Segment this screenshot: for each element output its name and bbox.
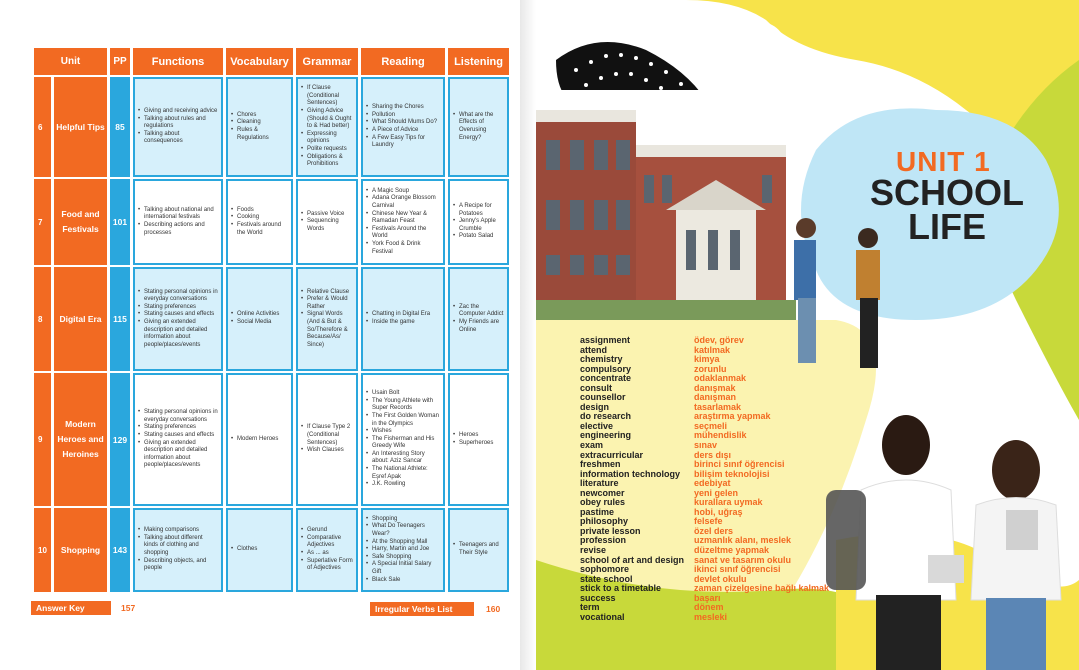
english-word: newcomer (580, 487, 625, 498)
turkish-translation: zorunlu (694, 363, 727, 374)
reading-list (366, 390, 440, 489)
turkish-translation: mühendislik (694, 430, 747, 441)
grammar-item: • If Clause Type 2 (Conditional Sentences) (301, 424, 353, 447)
vocabulary-item (580, 431, 880, 441)
turkish-translation: seçmeli (694, 420, 728, 431)
english-word: state school (580, 573, 633, 584)
reading-item: • Inside the game (366, 319, 440, 327)
reading-cell (361, 508, 445, 592)
unit-number: UNIT 1 (896, 146, 991, 177)
vocabulary-cell (226, 77, 293, 177)
english-word: information technology (580, 468, 680, 479)
turkish-translation: dönem (694, 602, 724, 613)
vocabulary-list (231, 436, 288, 444)
reading-item: • Black Sale (366, 577, 440, 585)
grammar-list (301, 211, 353, 234)
turkish-translation: ders dışı (694, 449, 732, 460)
vocabulary-list (231, 207, 288, 237)
english-word: design (580, 401, 610, 412)
unit-number: 8 (34, 267, 51, 371)
grammar-list (301, 527, 353, 573)
grammar-item: • Obligations & Prohibitions (301, 154, 353, 169)
functions-list (138, 409, 218, 470)
grammar-item: • As ... as (301, 550, 353, 558)
vocabulary-item: • Clothes (231, 546, 288, 554)
table-row (34, 179, 509, 265)
header-reading: Reading (361, 48, 445, 75)
vocabulary-list (231, 311, 288, 326)
grammar-item: • Signal Words (And & But & So/Therefore & Because/As/ Since) (301, 311, 353, 349)
reading-item: • Usain Bolt (366, 390, 440, 398)
english-word: vocational (580, 611, 625, 622)
header-listening: Listening (448, 48, 509, 75)
listening-item: • A Recipe for Potatoes (453, 203, 504, 218)
vocabulary-item: • Chores (231, 112, 288, 120)
english-word: extracurricular (580, 449, 644, 460)
unit-number: 7 (34, 179, 51, 265)
functions-item: • Talking about different kinds of clothing and shopping (138, 535, 218, 558)
grammar-item: • Superlative Form of Adjectives (301, 558, 353, 573)
contents-page (0, 0, 520, 670)
unit-title: Helpful Tips (54, 77, 107, 177)
reading-item: • Harry, Martin and Joe (366, 546, 440, 554)
unit-title-line2: LIFE (908, 206, 986, 247)
functions-list (138, 207, 218, 237)
listening-item: • Potato Salad (453, 233, 504, 241)
grammar-item: • If Clause (Conditional Sentences) (301, 85, 353, 108)
turkish-translation: kurallara uymak (694, 497, 763, 508)
english-word: freshmen (580, 459, 621, 470)
functions-item: • Talking about rules and regulations (138, 116, 218, 131)
unit-page-number: 143 (110, 508, 130, 592)
turkish-translation: ödev, görev (694, 335, 744, 345)
vocabulary-item (580, 603, 880, 613)
functions-item: • Describing objects, and people (138, 558, 218, 573)
table-row (34, 508, 509, 592)
vocabulary-item: • Foods (231, 207, 288, 215)
functions-cell (133, 267, 223, 371)
vocabulary-cell (226, 373, 293, 506)
listening-list (453, 112, 504, 142)
reading-item: • Safe Shopping (366, 554, 440, 562)
grammar-cell (296, 508, 358, 592)
vocabulary-item: • Rules & Regulations (231, 127, 288, 142)
functions-item: • Stating personal opinions in everyday conversations (138, 409, 218, 424)
reading-item: • Shopping (366, 516, 440, 524)
functions-cell (133, 508, 223, 592)
answer-key-page: 157 (121, 603, 136, 613)
listening-list (453, 304, 504, 334)
grammar-item: • Sequencing Words (301, 218, 353, 233)
english-word: do research (580, 411, 632, 422)
turkish-translation: sınav (694, 440, 718, 451)
table-row (34, 77, 509, 177)
vocabulary-item: • Festivals around the World (231, 222, 288, 237)
reading-cell (361, 267, 445, 371)
turkish-translation: tasarlamak (694, 401, 742, 412)
reading-cell (361, 179, 445, 265)
reading-item: • The First Golden Woman in the Olympics (366, 413, 440, 428)
reading-list (366, 311, 440, 326)
reading-list (366, 188, 440, 256)
listening-item: • What are the Effects of Overusing Energy? (453, 112, 504, 142)
vocabulary-item (580, 412, 880, 422)
functions-item: • Giving and receiving advice (138, 108, 218, 116)
english-word: sophomore (580, 564, 630, 575)
functions-cell (133, 179, 223, 265)
english-word: chemistry (580, 354, 623, 365)
header-functions: Functions (133, 48, 223, 75)
turkish-translation: araştırma yapmak (694, 411, 771, 422)
unit-page-number: 85 (110, 77, 130, 177)
unit-title (862, 172, 1032, 247)
functions-list (138, 289, 218, 350)
listening-item: • Jenny's Apple Crumble (453, 218, 504, 233)
unit-title: Digital Era (54, 267, 107, 371)
grammar-item: • Prefer & Would Rather (301, 296, 353, 311)
reading-item: • A Magic Soup (366, 188, 440, 196)
unit-page (536, 0, 1079, 670)
grammar-item: • Expressing opinions (301, 131, 353, 146)
table-row (34, 267, 509, 371)
functions-list (138, 108, 218, 146)
unit-title: Modern Heroes and Heroines (54, 373, 107, 506)
reading-cell (361, 373, 445, 506)
vocabulary-item (580, 613, 880, 623)
reading-item: • The Young Athlete with Super Records (366, 398, 440, 413)
english-word: counsellor (580, 392, 626, 403)
turkish-translation: katılmak (694, 344, 731, 355)
listening-cell (448, 77, 509, 177)
listening-item: • Zac the Computer Addict (453, 304, 504, 319)
functions-item: • Stating causes and effects (138, 432, 218, 440)
unit-title: Shopping (54, 508, 107, 592)
turkish-translation: yeni gelen (694, 487, 739, 498)
listening-list (453, 542, 504, 557)
functions-item: • Stating preferences (138, 424, 218, 432)
turkish-translation: felsefe (694, 516, 723, 527)
english-word: revise (580, 545, 607, 556)
english-word: engineering (580, 430, 632, 441)
reading-item: • A Special Initial Salary Gift (366, 561, 440, 576)
header-pp: PP (110, 48, 130, 75)
english-word: compulsory (580, 363, 632, 374)
vocabulary-item: • Modern Heroes (231, 436, 288, 444)
reading-item: • At the Shopping Mall (366, 539, 440, 547)
vocabulary-item: • Online Activities (231, 311, 288, 319)
turkish-translation: özel ders (694, 525, 734, 536)
grammar-list (301, 289, 353, 350)
vocabulary-list (231, 546, 288, 554)
reading-item: • Wishes (366, 428, 440, 436)
turkish-translation: zaman çizelgesine bağlı kalmak (694, 583, 830, 594)
functions-item: • Describing actions and processes (138, 222, 218, 237)
header-vocabulary: Vocabulary (226, 48, 293, 75)
grammar-item: • Wish Clauses (301, 447, 353, 455)
reading-item: • Adana Orange Blossom Carnival (366, 195, 440, 210)
turkish-translation: odaklanmak (694, 373, 747, 384)
reading-list (366, 516, 440, 584)
turkish-translation: kimya (694, 354, 720, 365)
grammar-item: • Polite requests (301, 146, 353, 154)
vocabulary-item (580, 346, 880, 356)
unit-page-number: 129 (110, 373, 130, 506)
english-word: obey rules (580, 497, 626, 508)
english-word: consult (580, 382, 613, 393)
vocabulary-cell (226, 179, 293, 265)
grammar-cell (296, 179, 358, 265)
turkish-translation: birinci sınıf öğrencisi (694, 459, 785, 470)
reading-item: • Pollution (366, 112, 440, 120)
grammar-item: • Passive Voice (301, 211, 353, 219)
vocabulary-item (580, 594, 880, 604)
english-word: school of art and design (580, 554, 685, 565)
unit-page-number: 115 (110, 267, 130, 371)
turkish-translation: uzmanlık alanı, meslek (694, 535, 792, 546)
page-gutter (520, 0, 536, 670)
listening-cell (448, 179, 509, 265)
table-row (34, 373, 509, 506)
english-word: assignment (580, 335, 631, 345)
turkish-translation: edebiyat (694, 478, 731, 489)
reading-list (366, 104, 440, 150)
turkish-translation: mesleki (694, 611, 728, 622)
functions-item: • Stating personal opinions in everyday conversations (138, 289, 218, 304)
turkish-translation: başarı (694, 592, 721, 603)
unit-page-number: 101 (110, 179, 130, 265)
unit-title: Food and Festivals (54, 179, 107, 265)
reading-item: • A Few Easy Tips for Laundry (366, 135, 440, 150)
reading-cell (361, 77, 445, 177)
listening-cell (448, 373, 509, 506)
english-word: philosophy (580, 516, 628, 527)
functions-item: • Making comparisons (138, 527, 218, 535)
english-word: attend (580, 344, 607, 355)
unit-title-line1: SCHOOL (869, 172, 1024, 213)
reading-item: • Festivals Around the World (366, 226, 440, 241)
turkish-translation: danışman (694, 392, 737, 403)
english-word: literature (580, 478, 619, 489)
grammar-item: • Comparative Adjectives (301, 535, 353, 550)
listening-list (453, 432, 504, 447)
vocabulary-item (580, 336, 880, 346)
functions-item: • Giving an extended description and detailed information about people/places/events (138, 440, 218, 470)
reading-item: • A Piece of Advice (366, 127, 440, 135)
reading-item: • What Should Mums Do? (366, 119, 440, 127)
listening-cell (448, 267, 509, 371)
english-word: private lesson (580, 525, 641, 536)
irregular-verbs-page: 160 (486, 604, 501, 614)
functions-item: • Giving an extended description and detailed information about people/places/events (138, 319, 218, 349)
reading-item: • York Food & Drink Festival (366, 241, 440, 256)
unit-number: 6 (34, 77, 51, 177)
grammar-item: • Giving Advice (Should & Ought to & Had better) (301, 108, 353, 131)
turkish-translation: sanat ve tasarım okulu (694, 554, 792, 565)
contents-table (31, 46, 512, 594)
reading-item: • Chinese New Year & Ramadan Feast (366, 211, 440, 226)
functions-list (138, 527, 218, 573)
turkish-translation: danışmak (694, 382, 736, 393)
turkish-translation: ikinci sınıf öğrencisi (694, 564, 781, 575)
english-word: concentrate (580, 373, 632, 384)
turkish-translation: bilişim teknolojisi (694, 468, 770, 479)
turkish-translation: düzeltme yapmak (694, 545, 770, 556)
grammar-list (301, 85, 353, 169)
english-word: term (580, 602, 600, 613)
reading-item: • J.K. Rowling (366, 481, 440, 489)
unit-number: 10 (34, 508, 51, 592)
english-word: success (580, 592, 616, 603)
grammar-cell (296, 77, 358, 177)
listening-list (453, 203, 504, 241)
answer-key-label[interactable]: Answer Key (31, 601, 111, 615)
grammar-item: • Gerund (301, 527, 353, 535)
listening-cell (448, 508, 509, 592)
unit-number: 9 (34, 373, 51, 506)
listening-item: • My Friends are Online (453, 319, 504, 334)
grammar-item: • Relative Clause (301, 289, 353, 297)
reading-item: • Chatting in Digital Era (366, 311, 440, 319)
grammar-cell (296, 373, 358, 506)
reading-item: • Sharing the Chores (366, 104, 440, 112)
vocabulary-item (580, 584, 880, 594)
listening-item: • Heroes (453, 432, 504, 440)
reading-item: • What Do Teenagers Wear? (366, 523, 440, 538)
turkish-translation: devlet okulu (694, 573, 747, 584)
reading-item: • An Interesting Story about: Aziz Sancar (366, 451, 440, 466)
vocabulary-cell (226, 267, 293, 371)
reading-item: • The Fisherman and His Greedy Wife (366, 436, 440, 451)
vocabulary-list (580, 336, 880, 622)
functions-cell (133, 77, 223, 177)
vocabulary-cell (226, 508, 293, 592)
english-word: elective (580, 420, 614, 431)
vocabulary-item: • Cleaning (231, 119, 288, 127)
grammar-cell (296, 267, 358, 371)
functions-cell (133, 373, 223, 506)
english-word: profession (580, 535, 627, 546)
vocabulary-item: • Cooking (231, 214, 288, 222)
irregular-verbs-label[interactable]: Irregular Verbs List (370, 602, 474, 616)
vocabulary-item: • Social Media (231, 319, 288, 327)
grammar-list (301, 424, 353, 454)
english-word: stick to a timetable (580, 583, 662, 594)
header-grammar: Grammar (296, 48, 358, 75)
reading-item: • The National Athlete: Eşref Apak (366, 466, 440, 481)
listening-item: • Teenagers and Their Style (453, 542, 504, 557)
vocabulary-list (231, 112, 288, 142)
functions-item: • Talking about national and international festivals (138, 207, 218, 222)
turkish-translation: hobi, uğraş (694, 506, 743, 517)
english-word: pastime (580, 506, 615, 517)
english-word: exam (580, 440, 604, 451)
functions-item: • Stating causes and effects (138, 311, 218, 319)
functions-item: • Talking about consequences (138, 131, 218, 146)
functions-item: • Stating preferences (138, 304, 218, 312)
header-unit: Unit (34, 48, 107, 75)
listening-item: • Superheroes (453, 440, 504, 448)
